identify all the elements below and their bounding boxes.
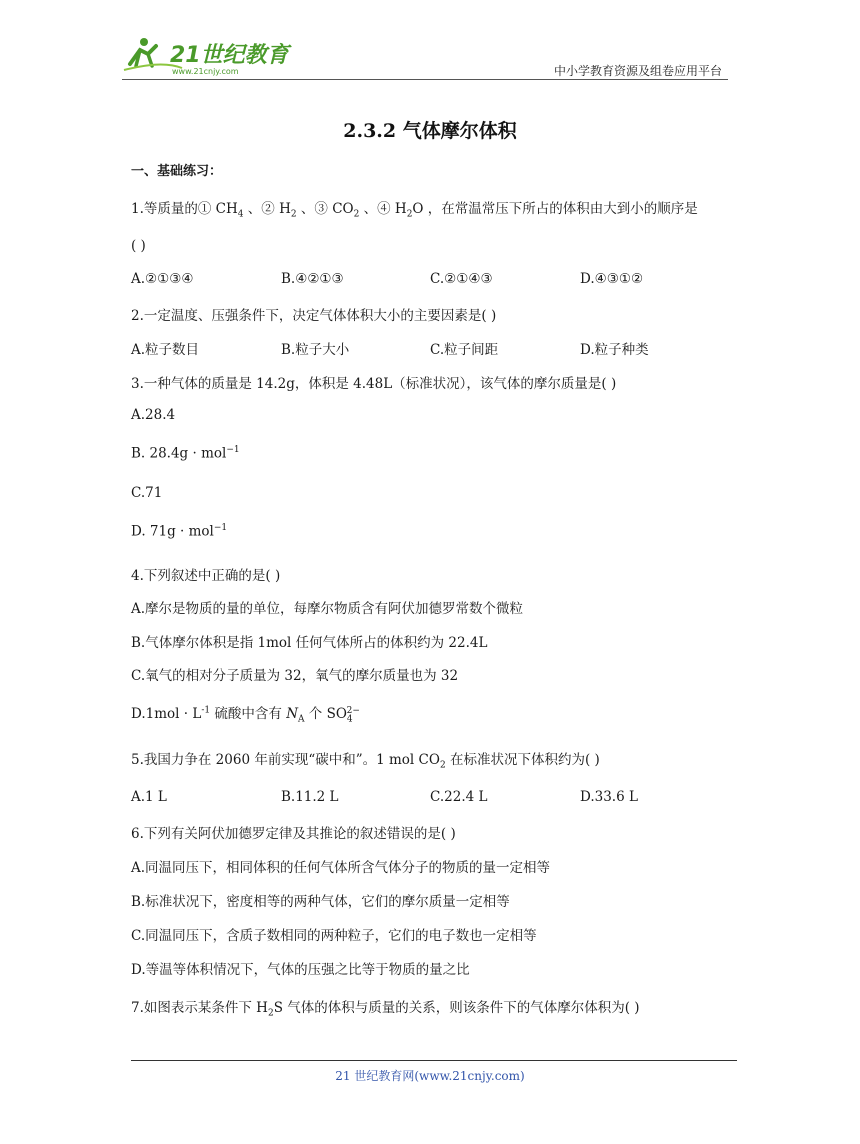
footer-link[interactable]: 21 世纪教育网(www.21cnjy.com)	[335, 1069, 525, 1083]
q5-option-d: D.33.6 L	[580, 789, 638, 805]
q5-option-c: C.22.4 L	[430, 789, 488, 805]
q6-option-b: B.标准状况下，密度相等的两种气体，它们的摩尔质量一定相等	[131, 894, 510, 910]
question-7: 7.如图表示某条件下 $H_2S$ 气体的体积与质量的关系，则该条件下的气体摩尔体积为( )	[131, 1000, 640, 1019]
q1-option-b: B.④②①③	[281, 271, 344, 287]
q5-option-b: B.11.2 L	[281, 789, 339, 805]
q3-option-c: C.71	[131, 485, 163, 501]
question-6: 6.下列有关阿伏加德罗定律及其推论的叙述错误的是( )	[131, 826, 456, 842]
q6-option-c: C.同温同压下，含质子数相同的两种粒子，它们的电子数也一定相等	[131, 928, 537, 944]
question-4: 4.下列叙述中正确的是( )	[131, 568, 281, 584]
question-5: 5.我国力争在 2060 年前实现“碳中和”。1 mol $CO_2$ 在标准状况下体积约为( )	[131, 752, 600, 771]
q5-option-a: A.1 L	[131, 789, 167, 805]
q2-option-d: D.粒子种类	[580, 342, 649, 358]
footer-divider	[131, 1060, 737, 1061]
q6-option-d: D.等温等体积情况下，气体的压强之比等于物质的量之比	[131, 962, 470, 978]
svg-text:21世纪教育: 21世纪教育	[170, 43, 289, 68]
platform-label: 中小学教育资源及组卷应用平台	[553, 64, 722, 78]
q2-option-c: C.粒子间距	[430, 342, 499, 358]
page-header	[122, 30, 728, 80]
q1-option-c: C.②①④③	[430, 271, 493, 287]
q4-option-c: C.氧气的相对分子质量为 32，氧气的摩尔质量也为 32	[131, 668, 459, 684]
q3-option-b: B. 28.4g · mol$^{-1}$	[131, 445, 240, 462]
question-1-paren: ( )	[131, 238, 146, 254]
question-3: 3.一种气体的质量是 14.2g，体积是 4.48L（标准状况），该气体的摩尔质量是( )	[131, 376, 617, 392]
q4-option-b: B.气体摩尔体积是指 1mol 任何气体所占的体积约为 22.4L	[131, 635, 488, 651]
q4-option-a: A.摩尔是物质的量的单位，每摩尔物质含有阿伏加德罗常数个微粒	[131, 601, 524, 617]
question-2: 2.一定温度、压强条件下，决定气体体积大小的主要因素是( )	[131, 308, 497, 324]
q6-option-a: A.同温同压下，相同体积的任何气体所含气体分子的物质的量一定相等	[131, 860, 551, 876]
q2-option-a: A.粒子数目	[131, 342, 200, 358]
q1-option-d: D.④③①②	[580, 271, 644, 287]
q2-option-b: B.粒子大小	[281, 342, 350, 358]
section-heading: 一、基础练习：	[131, 164, 223, 179]
page-title: 2.3.2 气体摩尔体积	[343, 120, 517, 142]
q3-option-a: A.28.4	[131, 407, 176, 423]
question-1: 1.等质量的① $CH_4$ 、② $H_2$ 、③ $CO_2$ 、④ $H_2O$ ，在常温常压下所占的体积由大到小的顺序是	[131, 201, 698, 220]
header-divider	[122, 79, 728, 80]
q1-option-a: A.②①③④	[131, 271, 194, 287]
21cnjy-logo	[122, 34, 292, 78]
svg-text:www.21cnjy.com: www.21cnjy.com	[172, 67, 239, 76]
q4-option-d: $D.1mol \cdot L^{-1}$ 硫酸中含有 $N_A$ 个 $SO_4^{2-}$	[131, 705, 360, 725]
q3-option-d: D. 71g · mol$^{-1}$	[131, 523, 228, 540]
